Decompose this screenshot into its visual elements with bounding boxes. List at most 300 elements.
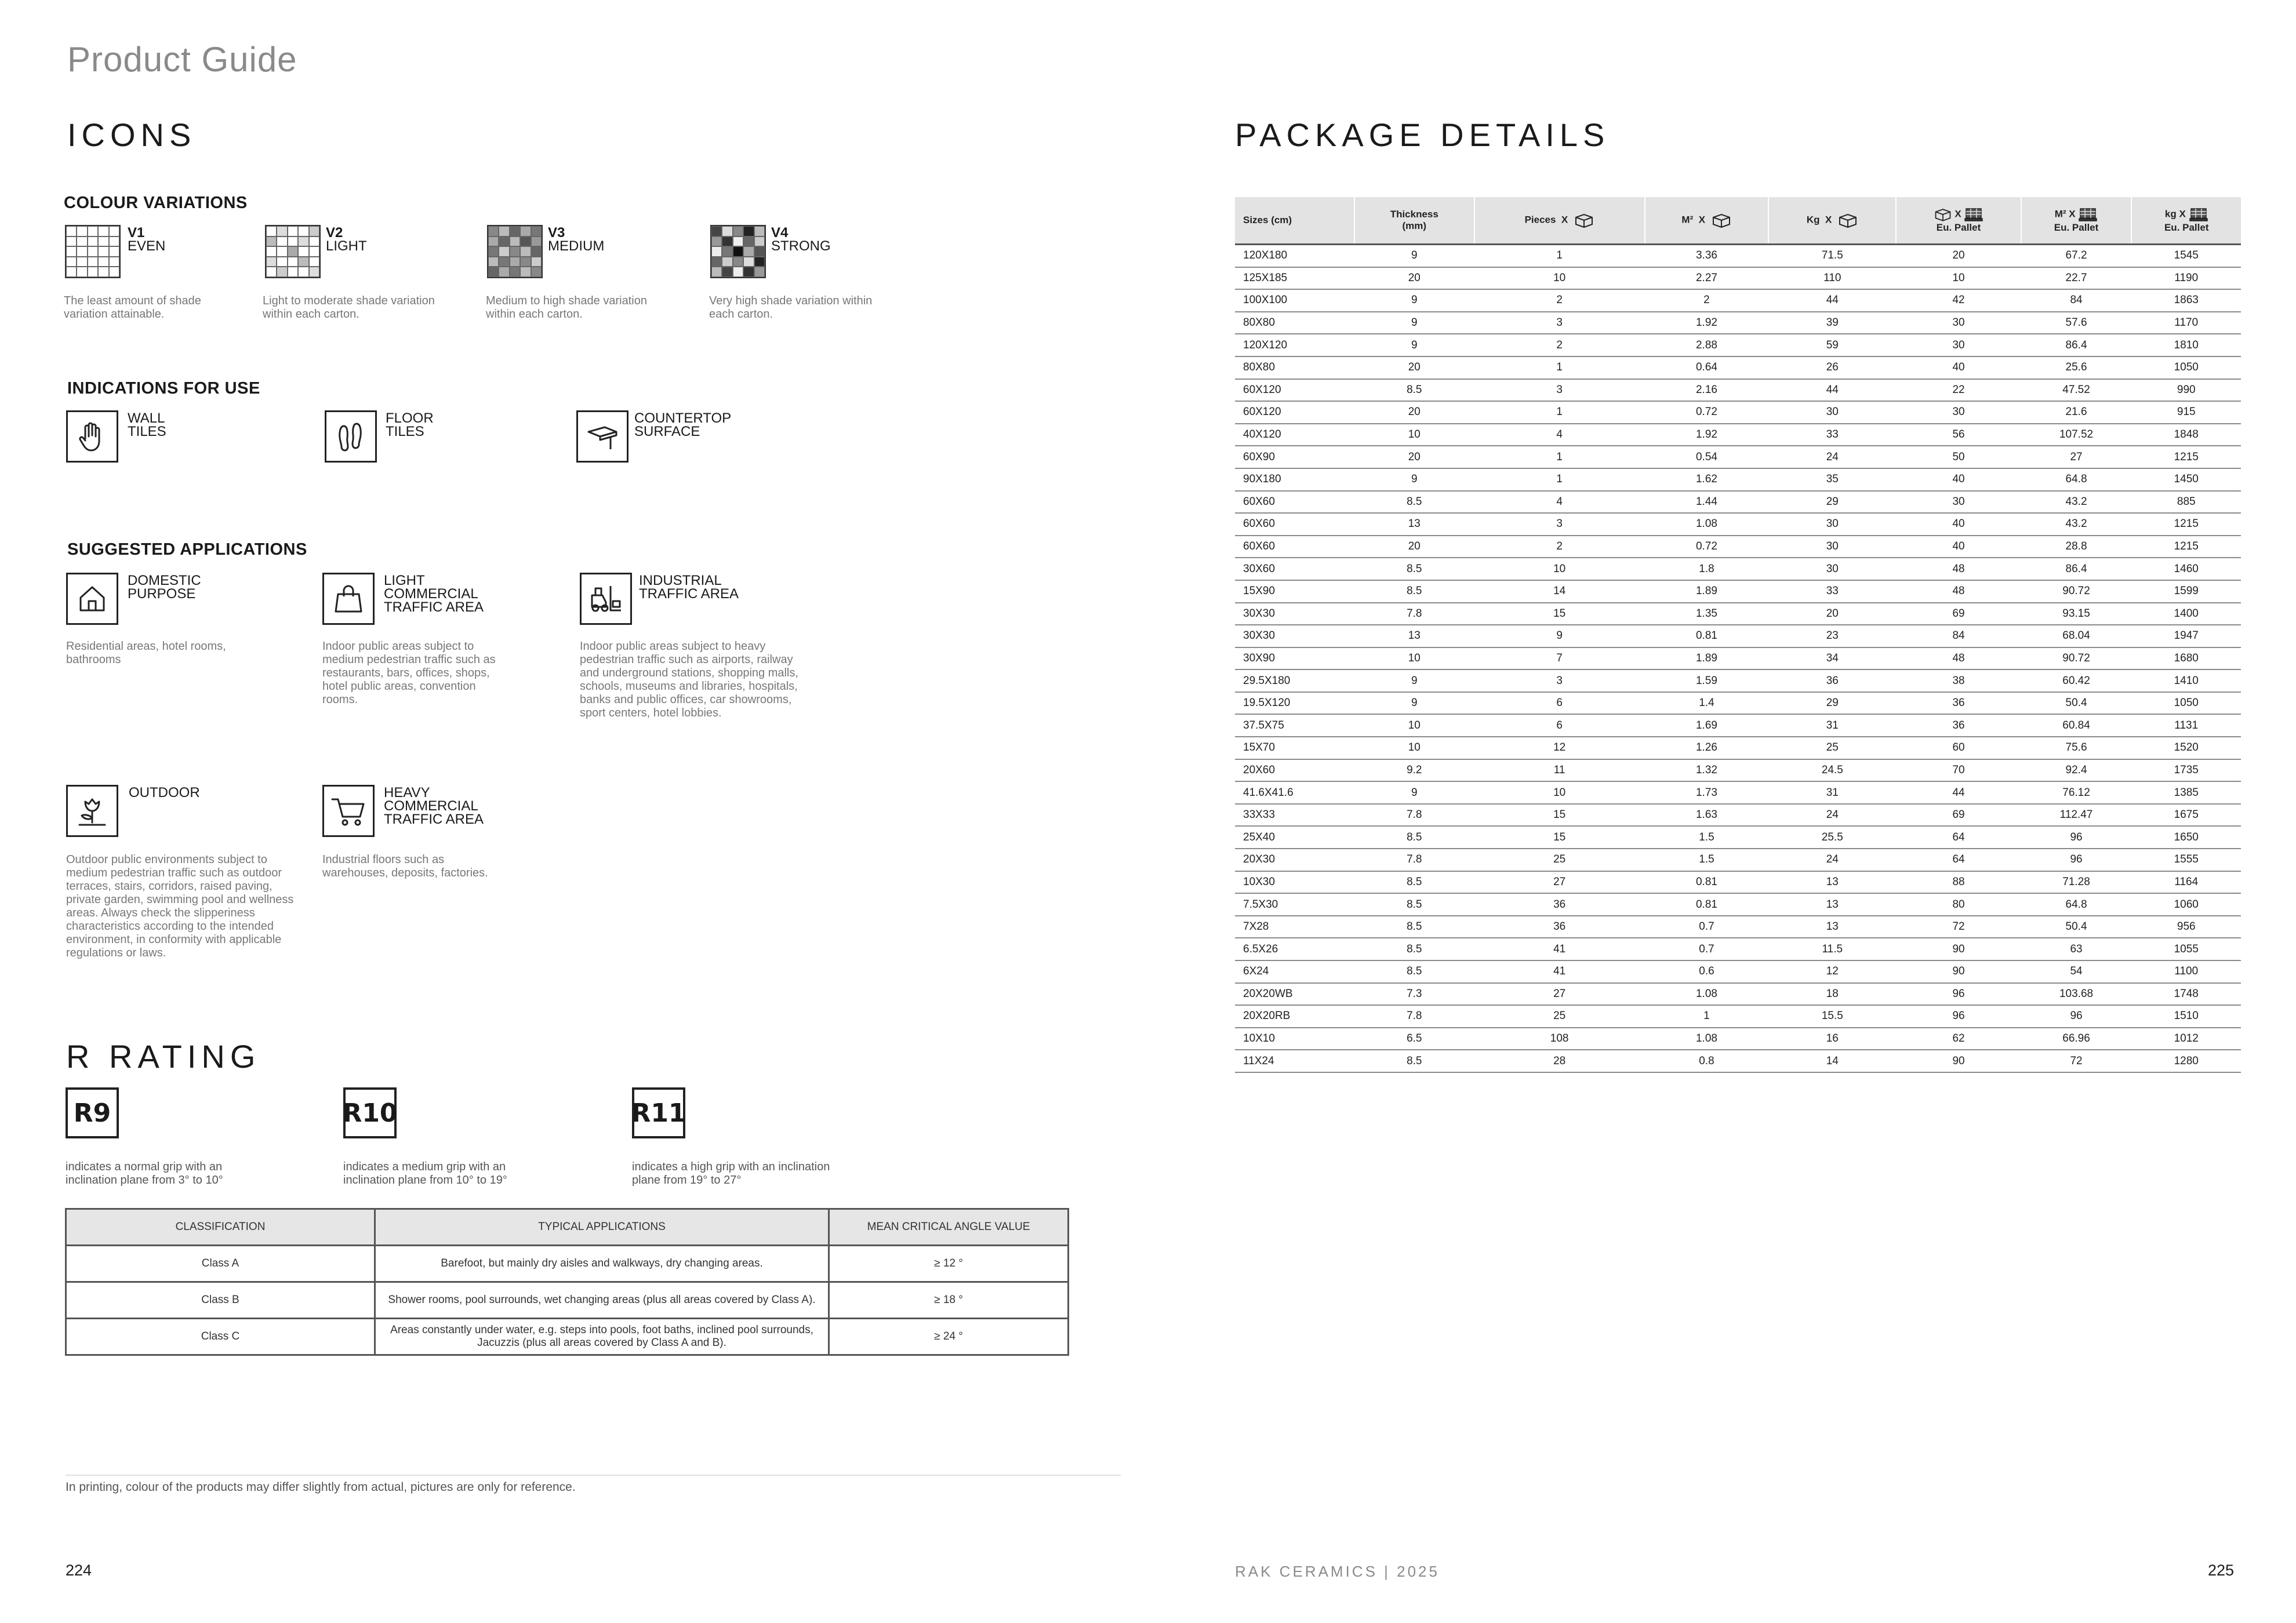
- swatch-v3: [487, 225, 543, 278]
- pk-cell: 24.5: [1768, 759, 1896, 782]
- pk-cell: 0.72: [1645, 536, 1768, 558]
- pk-cell: 10: [1474, 781, 1645, 804]
- flower-icon: [66, 785, 118, 837]
- table-row: [1235, 1005, 2241, 1028]
- pk-x: X: [1954, 208, 1961, 220]
- pk-cell: 1.32: [1645, 759, 1768, 782]
- indication-floor-label: [386, 412, 434, 438]
- pk-cell: 1.62: [1645, 468, 1768, 491]
- package-table-body: [1235, 245, 2241, 1072]
- pk-cell: 1.08: [1645, 1028, 1768, 1050]
- pk-cell: 60X60: [1235, 513, 1354, 536]
- pk-cell: 14: [1474, 580, 1645, 603]
- pk-cell: 1.26: [1645, 737, 1768, 759]
- pk-header-kg-label: Kg: [1806, 214, 1820, 225]
- app-domestic-line2: PURPOSE: [128, 586, 196, 602]
- pk-cell: 885: [2131, 491, 2241, 514]
- pk-cell: 15.5: [1768, 1005, 1896, 1028]
- swatch-v4: [710, 225, 766, 278]
- table-row: [1235, 379, 2241, 402]
- pk-cell: 1.5: [1645, 826, 1768, 849]
- pk-cell: 10: [1354, 424, 1474, 446]
- pk-cell: 20: [1896, 245, 2021, 267]
- pk-cell: 112.47: [2021, 804, 2132, 827]
- pk-cell: 30X30: [1235, 625, 1354, 647]
- pk-cell: 7X28: [1235, 916, 1354, 938]
- pk-cell: 41: [1474, 938, 1645, 960]
- rt-cell: ≥ 12 °: [829, 1246, 1069, 1282]
- pk-cell: 1012: [2131, 1028, 2241, 1050]
- package-table: [1235, 197, 2241, 1073]
- pallet-icon: [2189, 207, 2208, 222]
- pk-cell: 1: [1474, 356, 1645, 379]
- pk-cell: 44: [1896, 781, 2021, 804]
- box-icon: [1711, 213, 1732, 228]
- pk-cell: 1.4: [1645, 692, 1768, 715]
- pk-cell: 27: [1474, 871, 1645, 894]
- table-row: [1235, 491, 2241, 514]
- swatch-v3-label: [548, 226, 604, 253]
- pk-cell: 64: [1896, 826, 2021, 849]
- footer-divider: [66, 1475, 1121, 1476]
- swatch-v3-desc: Medium to high shade variation within each carton.: [486, 294, 647, 321]
- pk-cell: 11X24: [1235, 1050, 1354, 1072]
- pk-cell: 24: [1768, 446, 1896, 468]
- pk-header-thickness: [1354, 197, 1474, 245]
- pk-cell: 20: [1354, 267, 1474, 290]
- pk-cell: 80X80: [1235, 356, 1354, 379]
- pk-cell: 915: [2131, 401, 2241, 424]
- pk-cell: 1055: [2131, 938, 2241, 960]
- pk-cell: 1164: [2131, 871, 2241, 894]
- table-row: [1235, 267, 2241, 290]
- pk-cell: 48: [1896, 647, 2021, 670]
- pk-cell: 11.5: [1768, 938, 1896, 960]
- pk-cell: 33: [1768, 424, 1896, 446]
- pk-cell: 9: [1354, 245, 1474, 267]
- rt-cell: Class B: [66, 1282, 375, 1319]
- pk-cell: 20X20WB: [1235, 983, 1354, 1006]
- pk-cell: 1450: [2131, 468, 2241, 491]
- pk-cell: 60.84: [2021, 714, 2132, 737]
- pk-x: X: [1698, 214, 1706, 225]
- pk-cell: 90.72: [2021, 647, 2132, 670]
- pk-cell: 1810: [2131, 334, 2241, 356]
- pk-cell: 30: [1896, 334, 2021, 356]
- pk-cell: 40: [1896, 536, 2021, 558]
- applications-heading: SUGGESTED APPLICATIONS: [67, 540, 307, 559]
- table-row: [1235, 781, 2241, 804]
- pk-cell: 16: [1768, 1028, 1896, 1050]
- pk-cell: 1.92: [1645, 424, 1768, 446]
- table-row: [1235, 983, 2241, 1006]
- swatch-v1-grid: [65, 225, 121, 278]
- pk-cell: 13: [1354, 625, 1474, 647]
- pk-cell: 24: [1768, 804, 1896, 827]
- pk-cell: 72: [1896, 916, 2021, 938]
- pk-cell: 990: [2131, 379, 2241, 402]
- indication-countertop-line2: SURFACE: [634, 424, 700, 439]
- pk-cell: 7.8: [1354, 1005, 1474, 1028]
- pk-cell: 96: [1896, 1005, 2021, 1028]
- table-row: [1235, 580, 2241, 603]
- pk-cell: 0.81: [1645, 893, 1768, 916]
- footprints-icon: [325, 410, 377, 463]
- pk-cell: 8.5: [1354, 871, 1474, 894]
- pk-cell: 8.5: [1354, 558, 1474, 580]
- rt-header-applications: TYPICAL APPLICATIONS: [375, 1209, 829, 1246]
- table-row: [1235, 446, 2241, 468]
- pk-cell: 19.5X120: [1235, 692, 1354, 715]
- pk-cell: 1545: [2131, 245, 2241, 267]
- pk-x: X: [2179, 208, 2186, 220]
- pk-cell: 6: [1474, 692, 1645, 715]
- pk-cell: 10: [1474, 558, 1645, 580]
- pk-cell: 22: [1896, 379, 2021, 402]
- pk-cell: 57.6: [2021, 312, 2132, 334]
- pk-cell: 6X24: [1235, 960, 1354, 983]
- pk-cell: 33: [1768, 580, 1896, 603]
- r11-badge: R11: [632, 1087, 685, 1138]
- pk-cell: 10: [1354, 647, 1474, 670]
- pk-cell: 1.92: [1645, 312, 1768, 334]
- pk-cell: 28: [1474, 1050, 1645, 1072]
- pk-cell: 29: [1768, 692, 1896, 715]
- pk-cell: 36: [1768, 669, 1896, 692]
- table-row: [1235, 356, 2241, 379]
- pk-cell: 9: [1354, 468, 1474, 491]
- pk-cell: 96: [2021, 849, 2132, 871]
- pk-cell: 64: [1896, 849, 2021, 871]
- pk-cell: 1460: [2131, 558, 2241, 580]
- pk-cell: 1.08: [1645, 513, 1768, 536]
- pk-cell: 62: [1896, 1028, 2021, 1050]
- pk-cell: 63: [2021, 938, 2132, 960]
- pk-cell: 1170: [2131, 312, 2241, 334]
- pk-cell: 1215: [2131, 536, 2241, 558]
- table-row: [1235, 849, 2241, 871]
- pk-cell: 7.8: [1354, 603, 1474, 625]
- pk-cell: 90X180: [1235, 468, 1354, 491]
- pk-cell: 107.52: [2021, 424, 2132, 446]
- swatch-v3-name: MEDIUM: [548, 238, 605, 254]
- pk-cell: 1650: [2131, 826, 2241, 849]
- pk-header-pieces-label: Pieces: [1524, 214, 1556, 225]
- pk-cell: 67.2: [2021, 245, 2132, 267]
- pk-cell: 71.28: [2021, 871, 2132, 894]
- pk-cell: 1555: [2131, 849, 2241, 871]
- page-number-left: 224: [66, 1562, 92, 1579]
- pk-cell: 80X80: [1235, 312, 1354, 334]
- pk-cell: 50.4: [2021, 692, 2132, 715]
- pk-cell: 70: [1896, 759, 2021, 782]
- pk-cell: 60: [1896, 737, 2021, 759]
- pk-cell: 69: [1896, 804, 2021, 827]
- pk-cell: 21.6: [2021, 401, 2132, 424]
- pk-cell: 3: [1474, 379, 1645, 402]
- pk-cell: 1.8: [1645, 558, 1768, 580]
- pk-cell: 3: [1474, 513, 1645, 536]
- package-title: PACKAGE DETAILS: [1235, 117, 1610, 153]
- app-domestic-line1: DOMESTIC: [128, 573, 201, 588]
- table-row: [1235, 714, 2241, 737]
- table-row: [1235, 1028, 2241, 1050]
- pk-cell: 120X120: [1235, 334, 1354, 356]
- pk-cell: 0.7: [1645, 916, 1768, 938]
- pk-cell: 34: [1768, 647, 1896, 670]
- app-heavy-commercial-line2: COMMERCIAL: [384, 798, 478, 814]
- pk-cell: 1675: [2131, 804, 2241, 827]
- table-row: [1235, 603, 2241, 625]
- table-row: [1235, 938, 2241, 960]
- pk-cell: 10: [1474, 267, 1645, 290]
- pk-header-pieces: [1474, 197, 1645, 245]
- pk-cell: 6: [1474, 714, 1645, 737]
- pk-cell: 1510: [2131, 1005, 2241, 1028]
- table-row: [1235, 1050, 2241, 1072]
- pk-cell: 20: [1354, 536, 1474, 558]
- pk-cell: 1050: [2131, 356, 2241, 379]
- pk-eu-pallet: Eu. Pallet: [1936, 222, 1981, 233]
- pk-cell: 30: [1768, 536, 1896, 558]
- pk-cell: 33X33: [1235, 804, 1354, 827]
- pk-cell: 84: [2021, 289, 2132, 312]
- table-row: [1235, 826, 2241, 849]
- table-row: [1235, 513, 2241, 536]
- pk-cell: 72: [2021, 1050, 2132, 1072]
- pk-cell: 120X180: [1235, 245, 1354, 267]
- pk-cell: 0.81: [1645, 625, 1768, 647]
- pk-header-kg-per-pallet: [2131, 197, 2241, 245]
- table-row: [1235, 245, 2241, 267]
- pk-cell: 20X20RB: [1235, 1005, 1354, 1028]
- indication-floor-line1: FLOOR: [386, 410, 434, 426]
- pk-cell: 10: [1354, 714, 1474, 737]
- pk-cell: 80: [1896, 893, 2021, 916]
- pk-cell: 27: [1474, 983, 1645, 1006]
- pk-header-m2-label: M²: [1681, 214, 1694, 225]
- pk-cell: 48: [1896, 580, 2021, 603]
- pk-cell: 96: [2021, 1005, 2132, 1028]
- pk-cell: 1050: [2131, 692, 2241, 715]
- table-row: [1235, 289, 2241, 312]
- table-row: [1235, 960, 2241, 983]
- indication-wall-line1: WALL: [128, 410, 165, 426]
- pk-cell: 36: [1474, 916, 1645, 938]
- pk-cell: 1680: [2131, 647, 2241, 670]
- pk-cell: 8.5: [1354, 893, 1474, 916]
- indication-wall-label: [128, 412, 166, 438]
- pk-cell: 0.6: [1645, 960, 1768, 983]
- pk-cell: 84: [1896, 625, 2021, 647]
- swatch-v4-name: STRONG: [771, 238, 831, 254]
- pk-cell: 30: [1896, 401, 2021, 424]
- pk-cell: 30X60: [1235, 558, 1354, 580]
- swatch-v1-name: EVEN: [128, 238, 166, 254]
- pk-cell: 20: [1354, 356, 1474, 379]
- forklift-icon: [580, 573, 632, 625]
- pk-cell: 1400: [2131, 603, 2241, 625]
- pk-cell: 35: [1768, 468, 1896, 491]
- pk-cell: 41.6X41.6: [1235, 781, 1354, 804]
- pk-cell: 9: [1354, 312, 1474, 334]
- pk-cell: 0.7: [1645, 938, 1768, 960]
- pk-cell: 3.36: [1645, 245, 1768, 267]
- pk-cell: 103.68: [2021, 983, 2132, 1006]
- pk-cell: 26: [1768, 356, 1896, 379]
- pk-cell: 1.44: [1645, 491, 1768, 514]
- pk-cell: 71.5: [1768, 245, 1896, 267]
- pk-cell: 8.5: [1354, 1050, 1474, 1072]
- app-light-commercial-line1: LIGHT: [384, 573, 425, 588]
- pk-cell: 25: [1768, 737, 1896, 759]
- pk-cell: 8.5: [1354, 960, 1474, 983]
- r9-badge: R9: [66, 1087, 119, 1138]
- pk-cell: 36: [1474, 893, 1645, 916]
- pk-cell: 25: [1474, 849, 1645, 871]
- swatch-v4-code: V4: [771, 225, 789, 241]
- box-icon: [1934, 208, 1952, 221]
- pk-x: X: [1561, 214, 1568, 225]
- pk-cell: 1520: [2131, 737, 2241, 759]
- table-row: [66, 1282, 1069, 1319]
- swatch-v4-desc: Very high shade variation within each carton.: [709, 294, 873, 321]
- pk-cell: 1215: [2131, 513, 2241, 536]
- pk-cell: 68.04: [2021, 625, 2132, 647]
- pk-cell: 8.5: [1354, 379, 1474, 402]
- table-row: [1235, 625, 2241, 647]
- pk-cell: 30: [1768, 401, 1896, 424]
- guide-title: Product Guide: [67, 40, 297, 79]
- pk-cell: 1735: [2131, 759, 2241, 782]
- app-heavy-commercial-line3: TRAFFIC AREA: [384, 812, 484, 827]
- pk-cell: 1: [1474, 401, 1645, 424]
- pk-cell: 1.5: [1645, 849, 1768, 871]
- pk-cell: 15X70: [1235, 737, 1354, 759]
- pk-cell: 9: [1354, 334, 1474, 356]
- pk-cell: 15: [1474, 826, 1645, 849]
- table-row: [1235, 893, 2241, 916]
- pk-cell: 90: [1896, 1050, 2021, 1072]
- pk-cell: 1748: [2131, 983, 2241, 1006]
- pk-cell: 38: [1896, 669, 2021, 692]
- pk-cell: 47.52: [2021, 379, 2132, 402]
- pk-cell: 20: [1354, 401, 1474, 424]
- pk-cell: 31: [1768, 781, 1896, 804]
- app-outdoor-label: [129, 786, 200, 799]
- pk-cell: 125X185: [1235, 267, 1354, 290]
- shopping-cart-icon: [322, 785, 375, 837]
- pk-cell: 9.2: [1354, 759, 1474, 782]
- rt-cell: ≥ 18 °: [829, 1282, 1069, 1319]
- pk-cell: 60X60: [1235, 491, 1354, 514]
- table-row: [1235, 916, 2241, 938]
- pk-cell: 29: [1768, 491, 1896, 514]
- table-row: [1235, 334, 2241, 356]
- pk-cell: 0.81: [1645, 871, 1768, 894]
- swatch-v1-label: [128, 226, 165, 253]
- pk-cell: 1.89: [1645, 647, 1768, 670]
- pk-cell: 0.72: [1645, 401, 1768, 424]
- pk-cell: 9: [1354, 781, 1474, 804]
- swatch-v3-grid: [487, 225, 543, 278]
- footer-note: In printing, colour of the products may differ slightly from actual, pictures are only for reference.: [66, 1480, 576, 1494]
- pk-cell: 13: [1768, 893, 1896, 916]
- app-light-commercial-line2: COMMERCIAL: [384, 586, 478, 602]
- pk-cell: 41: [1474, 960, 1645, 983]
- pk-cell: 2: [1645, 289, 1768, 312]
- pk-cell: 20: [1768, 603, 1896, 625]
- pk-cell: 1947: [2131, 625, 2241, 647]
- rt-cell: Class A: [66, 1246, 375, 1282]
- pk-cell: 8.5: [1354, 580, 1474, 603]
- app-heavy-commercial-desc: Industrial floors such as warehouses, deposits, factories.: [322, 853, 488, 879]
- table-row: [1235, 692, 2241, 715]
- pk-cell: 96: [2021, 826, 2132, 849]
- box-icon: [1837, 213, 1858, 228]
- pk-cell: 0.54: [1645, 446, 1768, 468]
- app-industrial-line1: INDUSTRIAL: [639, 573, 722, 588]
- pk-cell: 60X120: [1235, 379, 1354, 402]
- icons-title: ICONS: [67, 117, 197, 153]
- pk-cell: 13: [1768, 871, 1896, 894]
- pk-cell: 9: [1474, 625, 1645, 647]
- pk-cell: 3: [1474, 312, 1645, 334]
- table-row: [1235, 468, 2241, 491]
- pk-cell: 1131: [2131, 714, 2241, 737]
- pk-cell: 31: [1768, 714, 1896, 737]
- pk-cell: 66.96: [2021, 1028, 2132, 1050]
- app-domestic-desc: Residential areas, hotel rooms, bathrooms: [66, 640, 226, 666]
- pk-cell: 86.4: [2021, 334, 2132, 356]
- rt-header-angle: MEAN CRITICAL ANGLE VALUE: [829, 1209, 1069, 1246]
- pk-cell: 24: [1768, 849, 1896, 871]
- pk-cell: 69: [1896, 603, 2021, 625]
- app-industrial-desc: Indoor public areas subject to heavy pedestrian traffic such as airports, railway and underground stations, shopping malls, schools, museums and libraries, hospitals, banks and public offices, car showrooms, sport centers, hotel lobbies.: [580, 640, 798, 719]
- rt-cell: Barefoot, but mainly dry aisles and walkways, dry changing areas.: [375, 1246, 829, 1282]
- pk-cell: 44: [1768, 289, 1896, 312]
- table-row: [66, 1319, 1069, 1355]
- app-outdoor-line1: OUTDOOR: [129, 785, 200, 800]
- table-row: [1235, 804, 2241, 827]
- pk-cell: 1848: [2131, 424, 2241, 446]
- pk-cell: 6.5X26: [1235, 938, 1354, 960]
- app-industrial-line2: TRAFFIC AREA: [639, 586, 739, 602]
- pk-cell: 2: [1474, 334, 1645, 356]
- pk-cell: 9: [1354, 669, 1474, 692]
- pk-cell: 60X120: [1235, 401, 1354, 424]
- pk-cell: 7.3: [1354, 983, 1474, 1006]
- pk-cell: 1.35: [1645, 603, 1768, 625]
- table-row: [1235, 424, 2241, 446]
- indication-wall-line2: TILES: [128, 424, 166, 439]
- pk-cell: 1280: [2131, 1050, 2241, 1072]
- pk-cell: 1.89: [1645, 580, 1768, 603]
- pk-cell: 3: [1474, 669, 1645, 692]
- indication-floor-line2: TILES: [386, 424, 424, 439]
- r10-badge: R10: [343, 1087, 397, 1138]
- pk-cell: 20X30: [1235, 849, 1354, 871]
- pk-cell: 30: [1768, 558, 1896, 580]
- pk-cell: 13: [1768, 916, 1896, 938]
- hand-icon: [66, 410, 118, 463]
- page-number-right: 225: [2208, 1562, 2235, 1579]
- pk-cell: 59: [1768, 334, 1896, 356]
- app-industrial-label: [639, 574, 739, 601]
- pallet-icon: [2078, 207, 2098, 222]
- r11-desc: indicates a high grip with an inclination plane from 19° to 27°: [632, 1160, 830, 1187]
- pk-cell: 86.4: [2021, 558, 2132, 580]
